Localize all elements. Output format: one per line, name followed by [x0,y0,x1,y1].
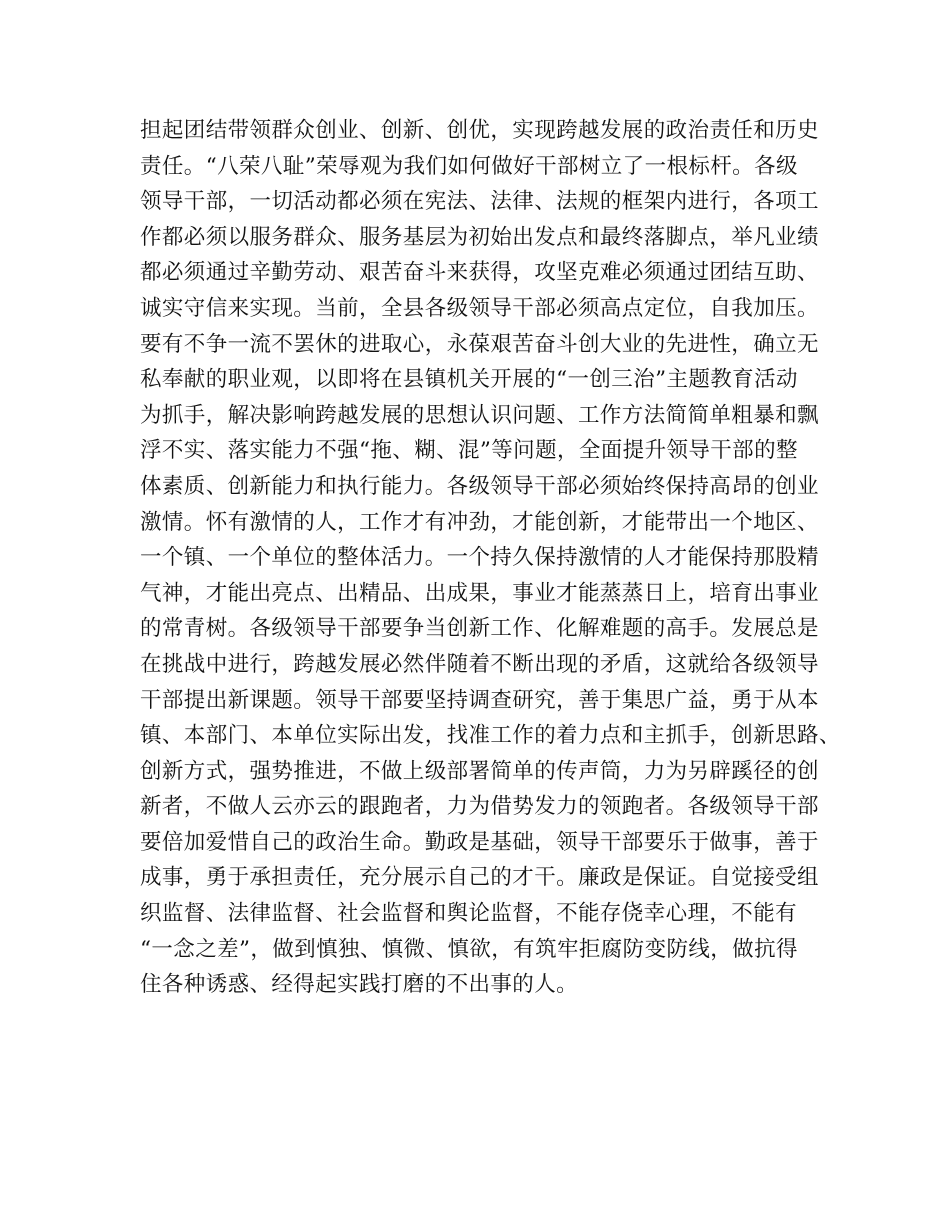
text-line: “一念之差”，做到慎独、慎微、慎欲，有筑牢拒腐防变防线，做抗得 [140,936,798,962]
text-line: 私奉献的职业观，以即将在县镇机关开展的“一创三治”主题教育活动 [140,367,798,393]
text-line: 激情。怀有激情的人，工作才有冲劲，才能创新，才能带出一个地区、 [140,509,819,535]
text-line: 气神，才能出亮点、出精品、出成果，事业才能蒸蒸日上，培育出事业 [140,580,819,606]
text-line: 责任。“八荣八耻”荣辱观为我们如何做好干部树立了一根标杆。各级 [140,153,798,179]
text-line: 都必须通过辛勤劳动、艰苦奋斗来获得，攻坚克难必须通过团结互助、 [140,260,819,286]
text-line: 浮不实、落实能力不强“拖、糊、混”等问题，全面提升领导干部的整 [140,438,798,464]
text-line: 担起团结带领群众创业、创新、创优，实现跨越发展的政治责任和历史 [140,118,819,143]
text-line: 要倍加爱惜自己的政治生命。勤政是基础，领导干部要乐于做事，善于 [140,829,819,855]
text-line: 一个镇、一个单位的整体活力。一个持久保持激情的人才能保持那股精 [140,545,819,571]
text-line: 作都必须以服务群众、服务基层为初始出发点和最终落脚点，举凡业绩 [140,224,819,250]
text-line: 创新方式，强势推进，不做上级部署简单的传声筒，力为另辟蹊径的创 [140,758,819,784]
text-line: 新者，不做人云亦云的跟跑者，力为借势发力的领跑者。各级领导干部 [140,794,819,820]
text-line: 为抓手，解决影响跨越发展的思想认识问题、工作方法简简单粗暴和飘 [140,402,819,428]
text-line: 干部提出新课题。领导干部要坚持调查研究，善于集思广益，勇于从本 [140,687,819,713]
text-line: 在挑战中进行，跨越发展必然伴随着不断出现的矛盾，这就给各级领导 [140,651,819,677]
body-paragraph [140,113,841,1003]
text-line: 诚实守信来实现。当前，全县各级领导干部必须高点定位，自我加压。 [140,295,819,321]
text-line: 住各种诱惑、经得起实践打磨的不出事的人。 [140,972,579,998]
text-line: 镇、本部门、本单位实际出发，找准工作的着力点和主抓手，创新思路、 [140,723,841,749]
text-line: 的常青树。各级领导干部要争当创新工作、化解难题的高手。发展总是 [140,616,819,642]
text-line: 要有不争一流不罢休的进取心，永葆艰苦奋斗创大业的先进性，确立无 [140,331,819,357]
text-line: 织监督、法律监督、社会监督和舆论监督，不能存侥幸心理，不能有 [140,901,798,927]
text-line: 成事，勇于承担责任，充分展示自己的才干。廉政是保证。自觉接受组 [140,865,819,891]
text-line: 体素质、创新能力和执行能力。各级领导干部必须始终保持高昂的创业 [140,473,819,499]
text-line: 领导干部，一切活动都必须在宪法、法律、法规的框架内进行，各项工 [140,189,819,215]
